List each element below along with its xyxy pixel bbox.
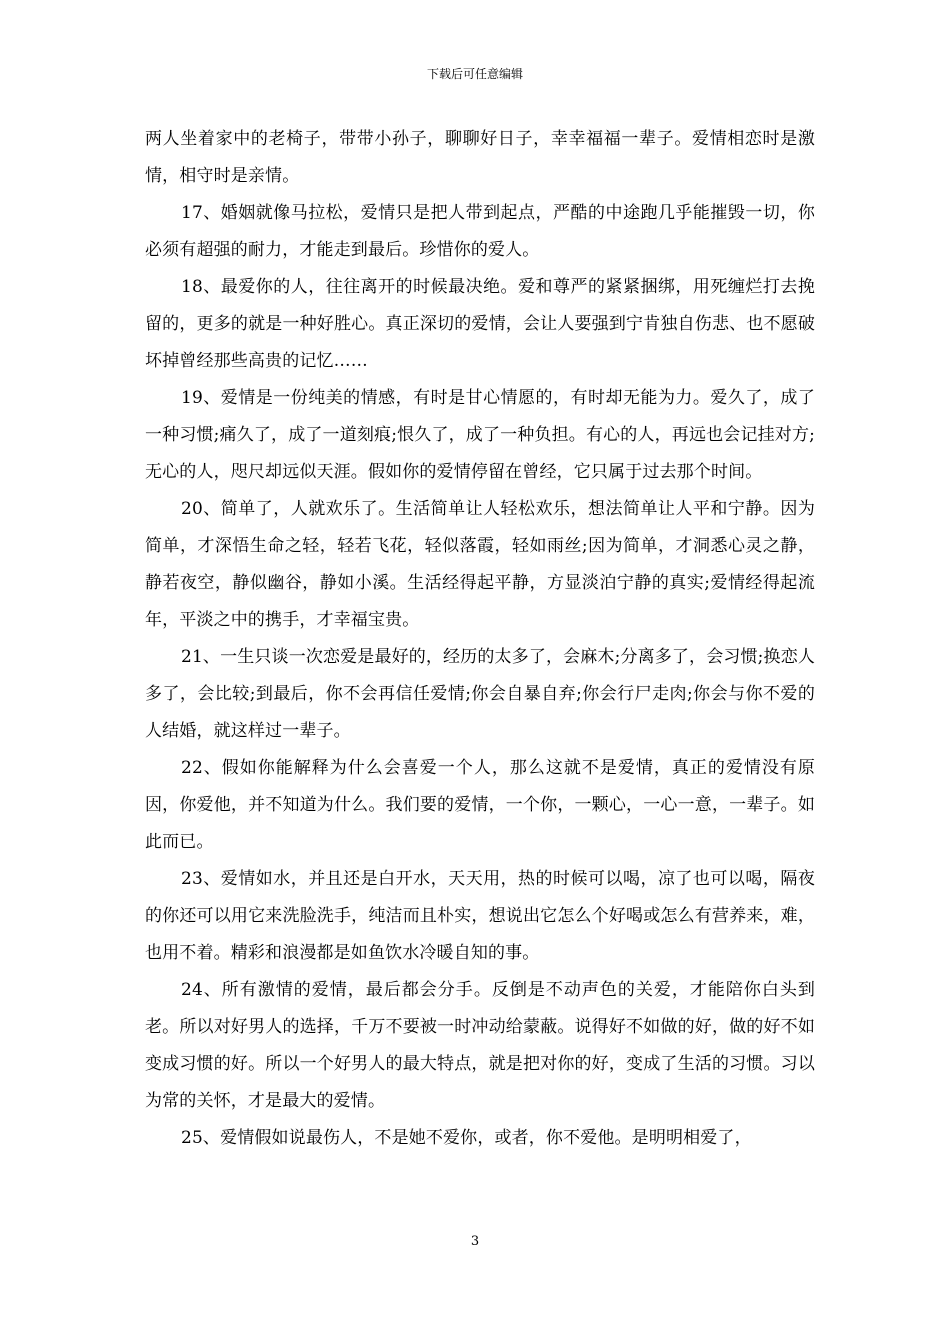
paragraph-item-25: 25、爱情假如说最伤人，不是她不爱你，或者，你不爱他。是明明相爱了，	[181, 1128, 752, 1148]
paragraph-item-17: 17、婚姻就像马拉松，爱情只是把人带到起点，严酷的中途跑几乎能摧毁一切，你必须有超强的耐力，才能走到最后。珍惜你的爱人。	[145, 203, 815, 260]
paragraph-item-22: 22、假如你能解释为什么会喜爱一个人，那么这就不是爱情，真正的爱情没有原因，你爱他，并不知道为什么。我们要的爱情，一个你，一颗心，一心一意，一辈子。如此而已。	[145, 758, 815, 852]
paragraph-item-19: 19、爱情是一份纯美的情感，有时是甘心情愿的，有时却无能为力。爱久了，成了一种习惯;痛久了，成了一道刻痕;恨久了，成了一种负担。有心的人，再远也会记挂对方;无心的人，咫尺却远似天涯。假如你的爱情停留在曾经，它只属于过去那个时间。	[145, 388, 815, 482]
paragraph-item-18: 18、最爱你的人，往往离开的时候最决绝。爱和尊严的紧紧捆绑，用死缠烂打去挽留的，更多的就是一种好胜心。真正深切的爱情，会让人要强到宁肯独自伤悲、也不愿破坏掉曾经那些高贵的记忆……	[145, 277, 815, 371]
paragraph-item-21: 21、一生只谈一次恋爱是最好的，经历的太多了，会麻木;分离多了，会习惯;换恋人多了，会比较;到最后，你不会再信任爱情;你会自暴自弃;你会行尸走肉;你会与你不爱的人结婚，就这样过一辈子。	[145, 647, 815, 741]
document-body	[145, 121, 815, 1157]
paragraph-continuation: 两人坐着家中的老椅子，带带小孙子，聊聊好日子，幸幸福福一辈子。爱情相恋时是激情，相守时是亲情。	[145, 129, 815, 186]
paragraph-item-20: 20、简单了，人就欢乐了。生活简单让人轻松欢乐，想法简单让人平和宁静。因为简单，才深悟生命之轻，轻若飞花，轻似落霞，轻如雨丝;因为简单，才洞悉心灵之静，静若夜空，静似幽谷，静如小溪。生活经得起平静，方显淡泊宁静的真实;爱情经得起流年，平淡之中的携手，才幸福宝贵。	[145, 499, 815, 630]
paragraph-item-23: 23、爱情如水，并且还是白开水，天天用，热的时候可以喝，凉了也可以喝，隔夜的你还可以用它来洗脸洗手，纯洁而且朴实，想说出它怎么个好喝或怎么有营养来，难，也用不着。精彩和浪漫都是如鱼饮水冷暖自知的事。	[145, 869, 815, 963]
page-number: 3	[470, 1234, 480, 1249]
paragraph-item-24: 24、所有激情的爱情，最后都会分手。反倒是不动声色的关爱，才能陪你白头到老。所以对好男人的选择，千万不要被一时冲动给蒙蔽。说得好不如做的好，做的好不如变成习惯的好。所以一个好男人的最大特点，就是把对你的好，变成了生活的习惯。习以为常的关怀，才是最大的爱情。	[145, 980, 815, 1111]
page-header: 下载后可任意编辑	[426, 67, 523, 81]
